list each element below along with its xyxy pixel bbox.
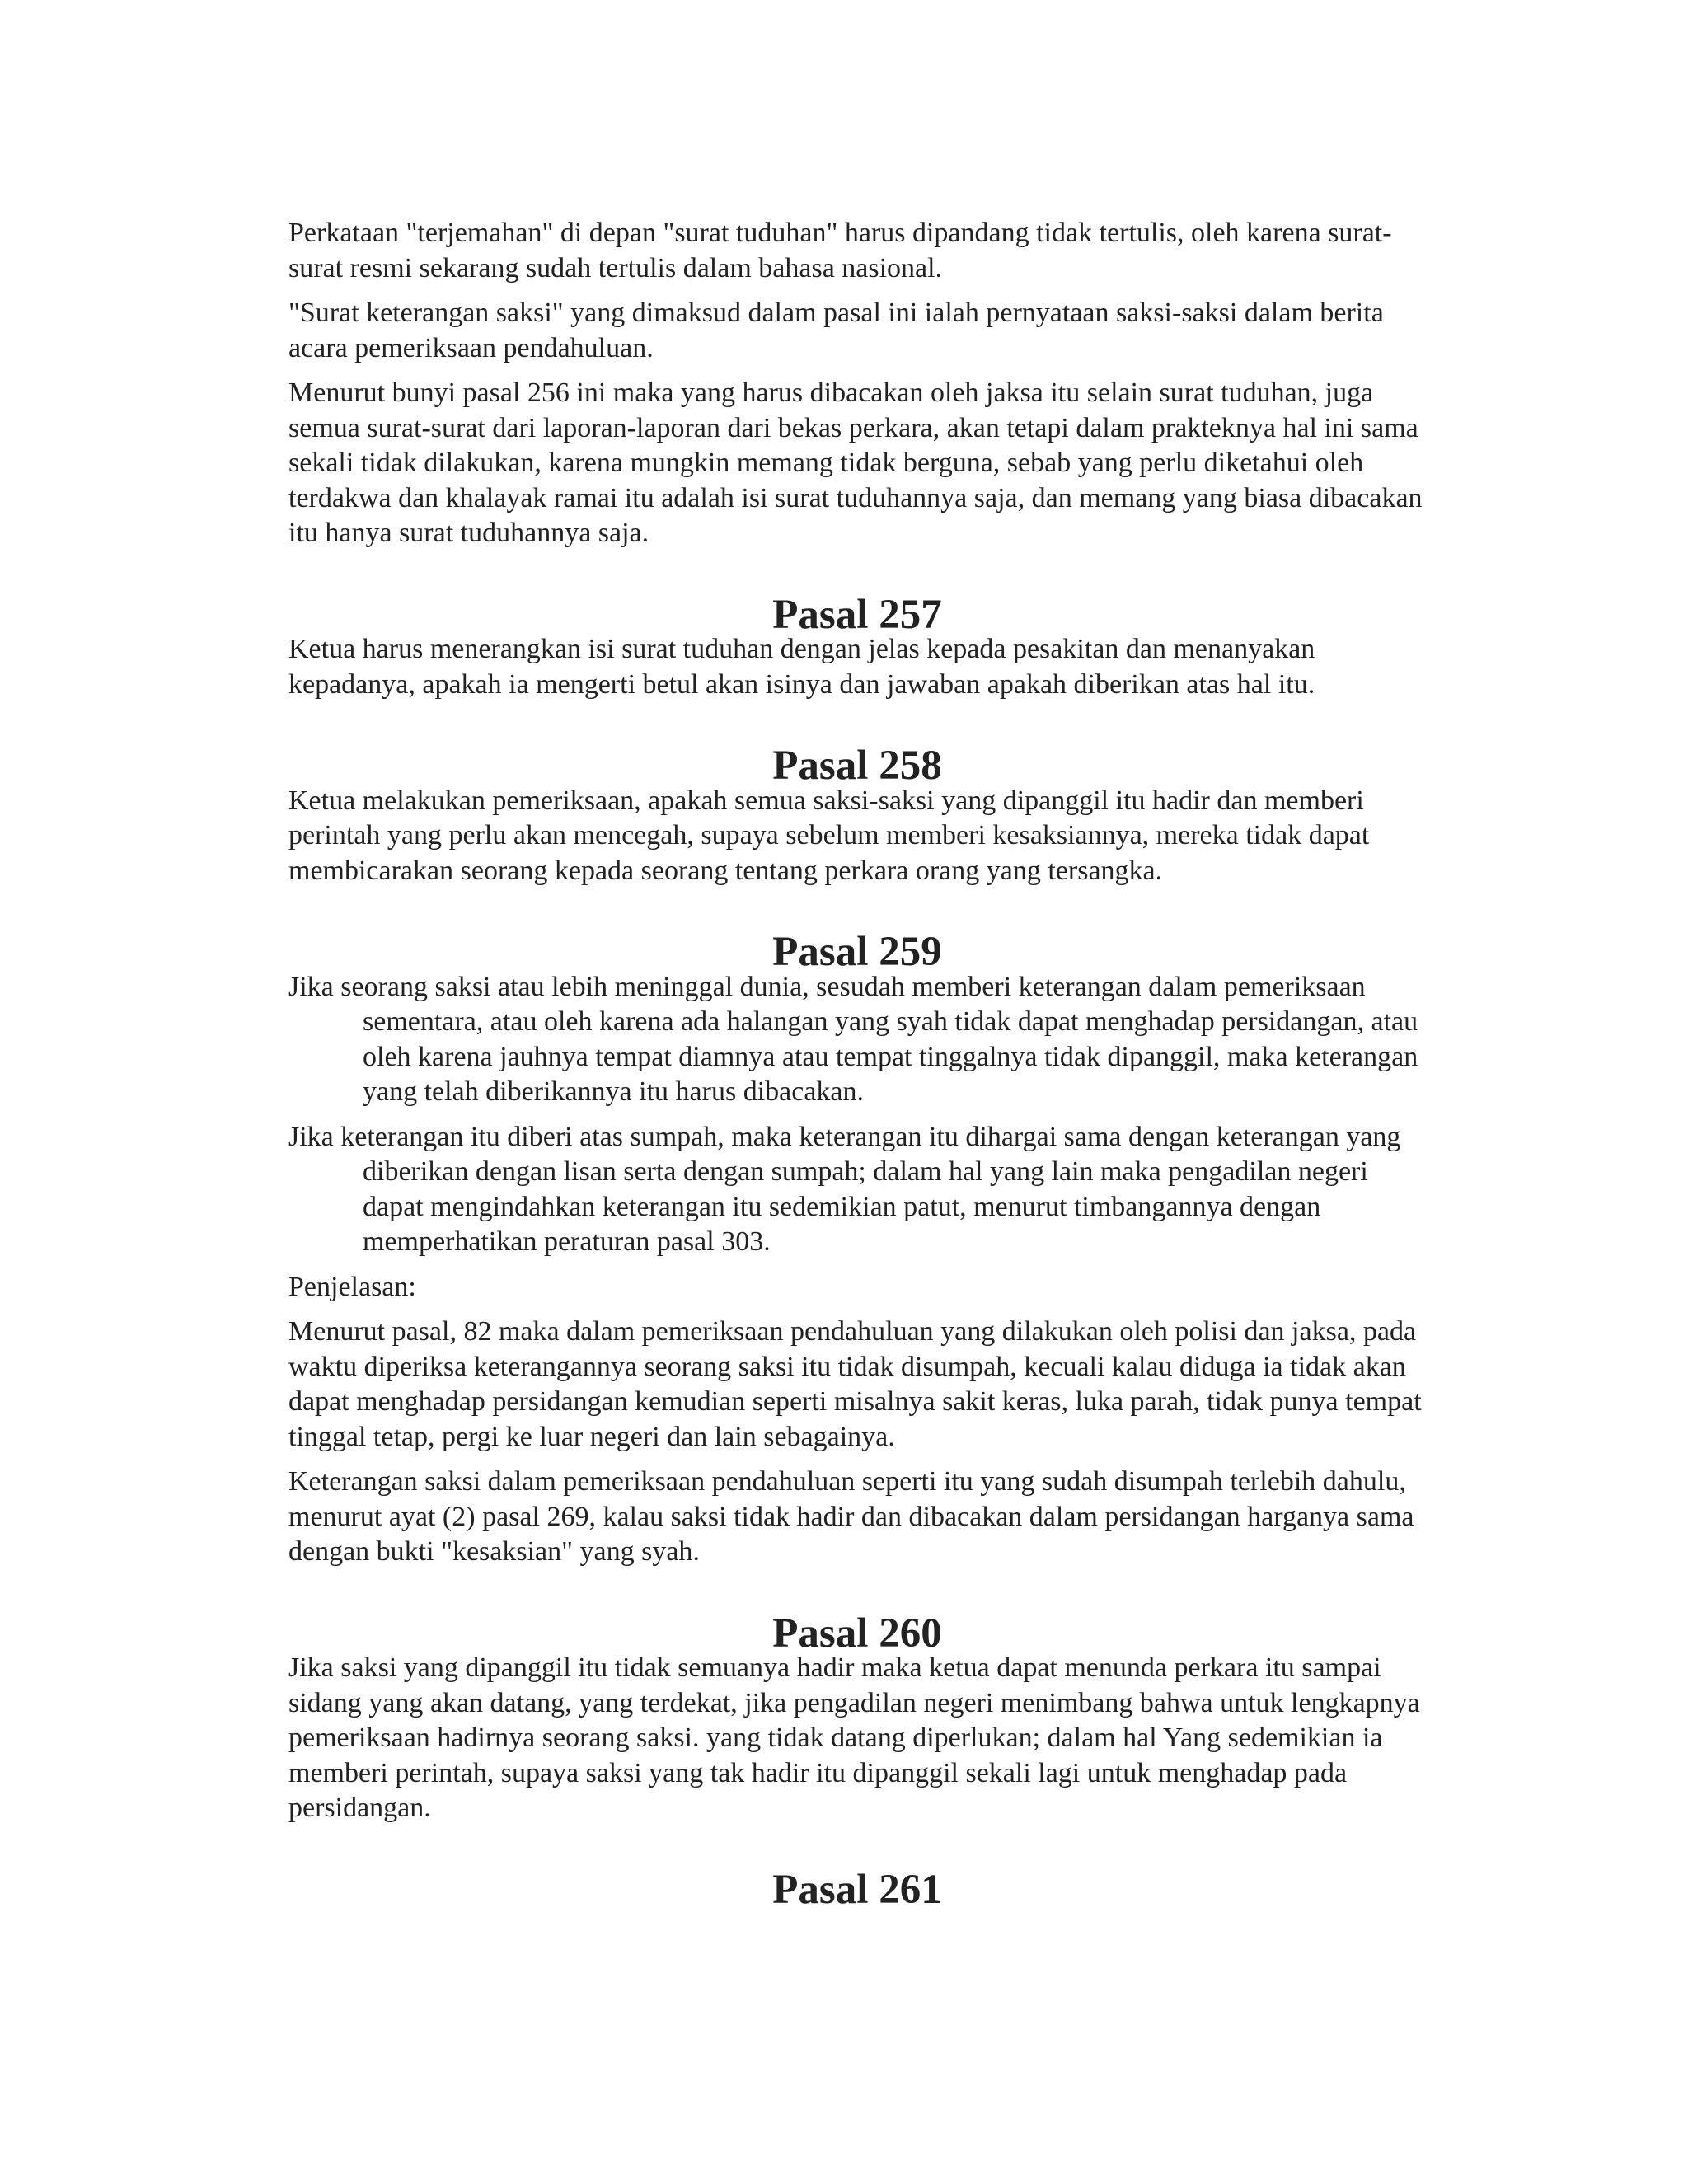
paragraph: Keterangan saksi dalam pemeriksaan pendahuluan seperti itu yang sudah disumpah terlebih dahulu, menurut ayat (2) pasal 269, kalau saksi tidak hadir dan dibacakan dalam persidangan harganya sama dengan bukti "kesaksian" yang syah. [288,1466,1414,1567]
section-heading-pasal-258: Pasal 258 [772,743,942,789]
section-heading-pasal-257: Pasal 257 [772,591,942,638]
paragraph: Perkataan "terjemahan" di depan "surat tuduhan" harus dipandang tidak tertulis, oleh karena surat-surat resmi sekarang sudah tertulis dalam bahasa nasional. [288,218,1392,284]
paragraph: Menurut pasal, 82 maka dalam pemeriksaan pendahuluan yang dilakukan oleh polisi dan jaksa, pada waktu diperiksa keterangannya seorang saksi itu tidak disumpah, kecuali kalau diduga ia tidak akan dapat menghadap persidangan kemudian seperti misalnya sakit keras, luka parah, tidak punya tempat tinggal tetap, pergi ke luar negeri dan lain sebagainya. [288,1316,1422,1452]
paragraph: "Surat keterangan saksi" yang dimaksud dalam pasal ini ialah pernyataan saksi-saksi dalam berita acara pemeriksaan pendahuluan. [288,298,1384,363]
paragraph: Jika saksi yang dipanggil itu tidak semuanya hadir maka ketua dapat menunda perkara itu sampai sidang yang akan datang, yang terdekat, jika pengadilan negeri menimbang bahwa untuk lengkapnya pemeriksaan hadirnya seorang saksi. yang tidak datang diperlukan; dalam hal Yang sedemikian ia memberi perintah, supaya saksi yang tak hadir itu dipanggil sekali lagi untuk menghadap pada persidangan. [288,1652,1420,1823]
section-heading-pasal-260: Pasal 260 [772,1610,942,1657]
section-heading-pasal-259: Pasal 259 [772,929,942,975]
section-heading-pasal-261: Pasal 261 [772,1866,942,1913]
paragraph-label: Penjelasan: [288,1271,416,1302]
document-body [288,216,1426,1913]
hanging-paragraph: Jika seorang saksi atau lebih meninggal dunia, sesudah memberi keterangan dalam pemeriksaan sementara, atau oleh karena ada halangan yang syah tidak dapat menghadap persidangan, atau oleh karena jauhnya tempat diamnya atau tempat tinggalnya tidak dipanggil, maka keterangan yang telah diberikannya itu harus dibacakan. [288,971,1418,1107]
paragraph: Ketua melakukan pemeriksaan, apakah semua saksi-saksi yang dipanggil itu hadir dan memberi perintah yang perlu akan mencegah, supaya sebelum memberi kesaksiannya, mereka tidak dapat membicarakan seorang kepada seorang tentang perkara orang yang tersangka. [288,785,1370,886]
hanging-paragraph: Jika keterangan itu diberi atas sumpah, maka keterangan itu dihargai sama dengan keterangan yang diberikan dengan lisan serta dengan sumpah; dalam hal yang lain maka pengadilan negeri dapat mengindahkan keterangan itu sedemikian patut, menurut timbangannya dengan memperhatikan peraturan pasal 303. [288,1121,1401,1257]
paragraph: Menurut bunyi pasal 256 ini maka yang harus dibacakan oleh jaksa itu selain surat tuduhan, juga semua surat-surat dari laporan-laporan dari bekas perkara, akan tetapi dalam prakteknya hal ini sama sekali tidak dilakukan, karena mungkin memang tidak berguna, sebab yang perlu diketahui oleh terdakwa dan khalayak ramai itu adalah isi surat tuduhannya saja, dan memang yang biasa dibacakan itu hanya surat tuduhannya saja. [288,377,1423,548]
paragraph: Ketua harus menerangkan isi surat tuduhan dengan jelas kepada pesakitan dan menanyakan kepadanya, apakah ia mengerti betul akan isinya dan jawaban apakah diberikan atas hal itu. [288,634,1315,700]
